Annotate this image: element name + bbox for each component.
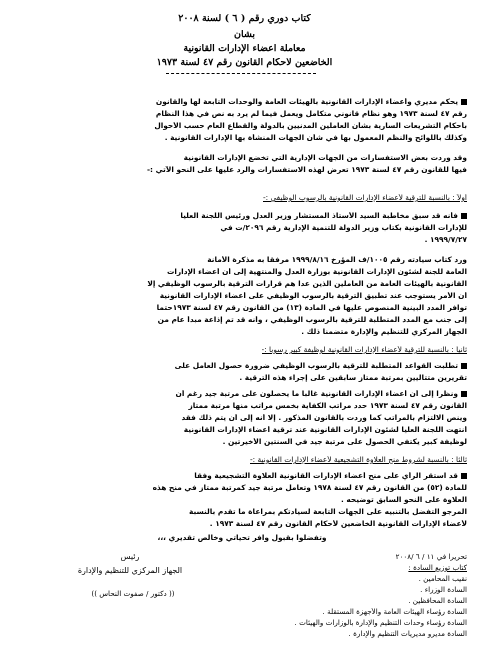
recipient-item: السادة رؤساء الهيئات العامة والأجهزة المستقلة .	[322, 608, 467, 616]
body-line: فيها للقانون رقم ٤٧ لسنة ١٩٧٣ تعرض لهذه الاستفسارات والرد عليها على النحو الآتي :-	[146, 166, 467, 174]
section2-line: أنتهت اللجنة العليا لشئون الإدارات القانونية عند ترقية أعضاء الإدارات القانونية	[183, 426, 467, 434]
bullet-icon	[461, 213, 467, 219]
recipient-item: السادة رؤساء وحدات التنظيم والإدارة بالوزارات والهيئات .	[294, 619, 467, 627]
header-divider	[166, 73, 316, 74]
closing-line: وتفضلوا بقبول وافر تحياتي وخالص تقديري ،،،	[157, 534, 327, 542]
body-line: وكذلك باللوائح والنظم المعمول بها في شأن الجهات المنشأة بها الإدارات القانونية .	[164, 134, 467, 142]
section1-line: القانونية بالهيئات العامة من العاملين الذين عدا هم قرارات الترقية بالرسوب الوظيفي إلا	[147, 280, 467, 288]
body-line: بأحكام التشريعات السارية بشأن العاملين المدنيين بالدولة والقطاع العام حسب الأحوال	[154, 122, 467, 130]
recipient-item: السادة المحافظين .	[408, 597, 467, 605]
recipient-item: نقيب المحامين .	[418, 575, 467, 583]
section2-line: تطلبت القواعد المتطلبة للترقية بالرسوب الوظيفي ضرورة حصول العامل على	[17, 362, 467, 371]
issue-date: تحريرا في ١١ / ٦ /٢٠٠٨	[395, 553, 467, 561]
subject-label: بشأن	[234, 30, 255, 40]
section1-line: ورد كتاب سيادته رقم ١٠٠٥/ف المؤرخ ١٩٩٩/٨/١٦ مرفقا به مذكرة الأمانة	[207, 256, 467, 264]
section-heading-senior: ثانياً : بالنسبة للترقية لأعضاء الإدارات القانونية لوظيفة كبير رسوبا :-	[261, 346, 467, 354]
bullet-icon	[461, 99, 467, 105]
bullet-icon	[461, 391, 467, 397]
section1-line: إلى جنب مع المدد المتطلبة للترقية بالرسوب الوظيفي ، وأنه قد تم إذاعة مبدأ عام من	[157, 316, 467, 324]
subject-line-1: معاملة أعضاء الإدارات القانونية	[183, 44, 306, 54]
recipient-item: السادة مديرو مديريات التنظيم والإدارة .	[348, 630, 467, 638]
section3-line: المرجو التفضل بالتنبيه على الجهات التابعة لسيادتكم بمراعاة ما تقدم بالنسبة	[188, 508, 467, 516]
body-line: وقد وردت بعض الاستفسارات من الجهات الإدارية التي تخضع الإدارات القانونية	[183, 154, 467, 162]
section1-line: الجهاز المركزي للتنظيم والإدارة متضمنا ذلك .	[301, 328, 467, 336]
section2-line: القانون رقم ٤٧ لسنة ١٩٧٣ حدد مراتب الكفاية بخمس مراتب منها مرتبة ممتاز	[188, 402, 467, 410]
section3-line: قد استقر الرأي على منح أعضاء الإدارات القانونية العلاوة التشجيعية وفقا	[17, 472, 467, 481]
section1-line: توافر المدد البينية المنصوص عليها في المادة (١٣) من القانون رقم ٤٧ لسنة ١٩٧٣حتما	[156, 304, 467, 312]
recipient-item: السادة الوزراء .	[420, 586, 467, 594]
signatory-name: (( دكتور / صفوت النحاس ))	[91, 590, 175, 598]
section1-line: العامة للجنة لشئون الإدارات القانونية بوزارة العدل والمنتهية إلى أن أعضاء الإدارات	[166, 268, 467, 276]
section1-line: ١٩٩٩/٧/٢٧ .	[424, 236, 467, 244]
section1-line: فأنه قد سبق مخاطبة السيد الأستاذ المستشار وزير العدل ورئيس اللجنة العليا	[17, 212, 467, 221]
bullet-icon	[461, 473, 467, 479]
document-title: كتاب دوري رقم ( ٦ ) لسنة ٢٠٠٨	[178, 14, 311, 24]
body-line: يحكم مديري وأعضاء الإدارات القانونية بالهيئات العامة والوحدات التابعة لها والقانون	[17, 98, 467, 107]
distribution-heading: كتاب توزيع السادة :	[408, 564, 467, 572]
section2-line: تقريرين متتاليين بمرتبة ممتاز سابقين على إجراء هذه الترقية .	[239, 374, 467, 382]
section3-line: لأعضاء الإدارات القانونية الخاضعين لأحكام القانون رقم ٤٧ لسنة ١٩٧٣ .	[209, 520, 467, 528]
section3-line: للمادة (٥٢) من القانون رقم ٤٧ لسنة ١٩٧٨ وتعامل مرتبة جيد كمرتبة ممتاز في منح هذه	[152, 484, 467, 492]
section-heading-bonus: ثالثاً : بالنسبة لشروط منح العلاوة التشجيعية لأعضاء الإدارات القانونية :-	[249, 456, 467, 464]
section3-line: العلاوة على النحو السابق توضيحه .	[341, 496, 467, 504]
signatory-organization: الجهاز المركزي للتنظيم والإدارة	[77, 566, 183, 575]
section2-line: وينص الالتزام بالمراتب كما وردت بالقانون المذكور . إلا أنه إلى أن يتم ذلك فقد	[181, 414, 467, 422]
section2-line: لوظيفة كبير يكتفي الحصول على مرتبة جيد في السنتين الأخيرتين .	[222, 438, 467, 446]
body-line: رقم ٤٧ لسنة ١٩٧٣ وهو نظام قانوني متكامل ويعمل فيما لم يرد به نص في هذا النظام	[155, 110, 467, 118]
subject-line-2: الخاضعين لأحكام القانون رقم ٤٧ لسنة ١٩٧٣	[156, 58, 333, 68]
section2-line: ونظرا إلى أن أعضاء الإدارات القانونية غالبا ما يحصلون على مرتبة جيد رغم أن	[17, 390, 467, 399]
section1-line: أن الأمر يستوجب عند تطبيق الترقية بالرسوب الوظيفي على أعضاء الإدارات القانونية	[159, 292, 467, 300]
signatory-title: رئيس	[120, 552, 140, 561]
section1-line: للإدارات القانونية بكتاب وزير الدولة للتنمية الإدارية رقم ٢٠٩٦/ت في	[220, 224, 467, 232]
section-heading-promotion: أولاً : بالنسبة للترقية لأعضاء الإدارات القانونية بالرسوب الوظيفي :-	[262, 194, 467, 202]
bullet-icon	[461, 363, 467, 369]
